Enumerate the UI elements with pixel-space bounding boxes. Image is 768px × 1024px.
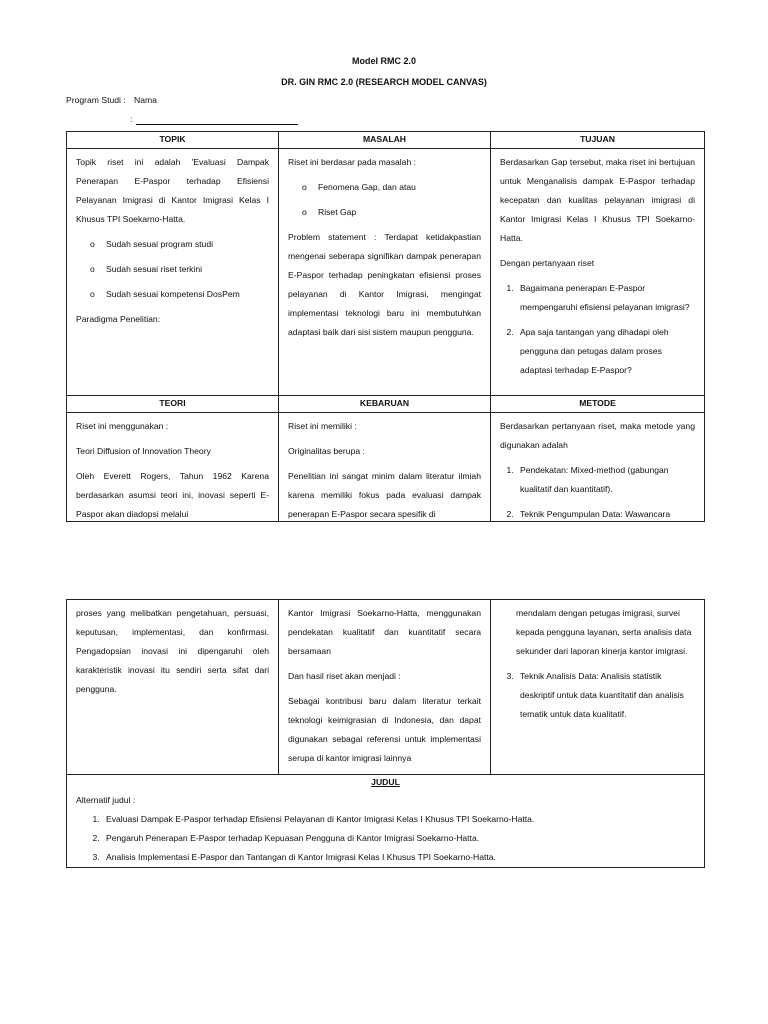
teori-line: Riset ini menggunakan : <box>76 421 169 431</box>
rmc-canvas-bottom <box>66 599 705 868</box>
metode-cont-cell <box>491 600 705 775</box>
nama-label: Nama <box>134 95 157 105</box>
kebaruan-continued: Kantor Imigrasi Soekarno-Hatta, menggunakan pendekatan kualitatif dan kuantitatif secara bersamaan <box>288 608 481 656</box>
paradigm-label: Paradigma Penelitian: <box>76 314 161 324</box>
research-question-label: Dengan pertanyaan riset <box>500 258 595 268</box>
alt-title-label: Alternatif judul : <box>76 795 136 805</box>
alt-title <box>102 810 695 829</box>
alt-title-text: Pengaruh Penerapan E-Paspor terhadap Kepuasan Pengguna di Kantor Imigrasi Soekarno-Hatta. <box>106 833 480 843</box>
alt-titles <box>76 810 695 867</box>
kebaruan-originality: Originalitas berupa : <box>288 446 365 456</box>
name-field-line <box>136 124 298 125</box>
research-question <box>516 279 695 317</box>
masalah-bullet: o Fenomena Gap, dan atau <box>304 178 481 197</box>
research-question-text: Bagaimana penerapan E-Paspor mempengaruhi efisiensi pelayanan imigrasi? <box>520 283 690 312</box>
rmc-canvas-top <box>66 131 705 522</box>
metode-items-cont <box>500 667 695 724</box>
judul-cell <box>67 775 705 868</box>
topik-header: TOPIK <box>67 132 279 149</box>
kebaruan-header: KEBARUAN <box>279 396 491 413</box>
alt-title <box>102 848 695 867</box>
metode-item-text: Pendekatan: Mixed-method (gabungan kualitatif dan kuantitatif). <box>520 465 669 494</box>
kebaruan-result-label: Dan hasil riset akan menjadi : <box>288 671 401 681</box>
research-question-text: Apa saja tantangan yang dihadapi oleh pengguna dan petugas dalam proses adaptasi terhadap E-Paspor? <box>520 327 669 375</box>
masalah-header: MASALAH <box>279 132 491 149</box>
topik-bullet: o Sudah sesuai kompetensi DosPem <box>92 285 269 304</box>
metode-intro: Berdasarkan pertanyaan riset, maka metode yang digunakan adalah <box>500 421 695 450</box>
judul-header: JUDUL <box>371 777 400 787</box>
metode-continued: mendalam dengan petugas imigrasi, survei kepada pengguna layanan, serta analisis data sekunder dari laporan kinerja kantor imigrasi. <box>516 608 692 656</box>
program-studi-label: Program Studi : <box>66 95 126 105</box>
name-colon: : <box>130 114 133 124</box>
document-subtitle: DR. GIN RMC 2.0 (RESEARCH MODEL CANVAS) <box>281 77 487 87</box>
teori-author: Oleh Everett Rogers, Tahun 1962 Karena berdasarkan asumsi teori ini, inovasi seperti E-Paspor akan diadopsi melalui <box>76 471 269 519</box>
metode-header: METODE <box>491 396 705 413</box>
topik-bullet: o Sudah sesuai riset terkini <box>92 260 269 279</box>
kebaruan-text: Penelitian ini sangat minim dalam literatur ilmiah karena memiliki fokus pada evaluasi dampak penerapan E-Paspor secara spesifik di <box>288 471 481 519</box>
metode-item <box>516 667 695 724</box>
teori-cont-cell <box>67 600 279 775</box>
metode-item-text: Teknik Pengumpulan Data: Wawancara <box>520 509 671 519</box>
masalah-cell <box>279 149 491 396</box>
problem-statement: Problem statement : Terdapat ketidakpastian mengenai seberapa signifikan dampak penerapan E-Paspor terhadap peningkatan efisiensi proses pelayanan di Kantor Imigrasi, mengingat implementasi teknologi baru ini membutuhkan adaptasi baik dari sisi sistem maupun pengguna. <box>288 232 481 337</box>
tujuan-intro: Berdasarkan Gap tersebut, maka riset ini bertujuan untuk Menganalisis dampak E-Paspor terhadap kecepatan dan kualitas pelayanan imigrasi di Kantor Imigrasi Kelas I Khusus TPI Soekarno-Hatta. <box>500 157 695 243</box>
kebaruan-cell <box>279 413 491 522</box>
topik-cell <box>67 149 279 396</box>
topik-bullets <box>76 235 269 304</box>
kebaruan-result: Sebagai kontribusi baru dalam literatur terkait teknologi keimigrasian di Indonesia, dan dapat digunakan sebagai referensi untuk implementasi serupa di kantor imigrasi lainnya <box>288 696 481 763</box>
tujuan-cell <box>491 149 705 396</box>
kebaruan-cont-cell <box>279 600 491 775</box>
teori-header: TEORI <box>67 396 279 413</box>
alt-title-text: Analisis Implementasi E-Paspor dan Tantangan di Kantor Imigrasi Kelas I Khusus TPI Soekarno-Hatta. <box>106 852 496 862</box>
tujuan-header: TUJUAN <box>491 132 705 149</box>
research-questions <box>500 279 695 380</box>
kebaruan-line: Riset ini memiliki : <box>288 421 357 431</box>
metode-item <box>516 505 695 521</box>
topik-intro: Topik riset ini adalah 'Evaluasi Dampak Penerapan E-Paspor terhadap Efisiensi Pelayanan Imigrasi di Kantor Imigrasi Kelas I Khusus TPI Soekarno-Hatta. <box>76 157 269 224</box>
metode-cell <box>491 413 705 522</box>
document-title: Model RMC 2.0 <box>351 56 416 66</box>
metode-item <box>516 461 695 499</box>
teori-continued: proses yang melibatkan pengetahuan, persuasi, keputusan, implementasi, dan konfirmasi. Pengadopsian inovasi ini dipengaruhi oleh karakteristik inovasi itu sendiri serta sifat dari pengguna. <box>76 608 269 694</box>
masalah-bullet: o Riset Gap <box>304 203 481 222</box>
metode-items <box>500 461 695 521</box>
topik-bullet: o Sudah sesuai program studi <box>92 235 269 254</box>
teori-cell <box>67 413 279 522</box>
metode-item-text: Teknik Analisis Data: Analisis statistik deskriptif untuk data kuantitatif dan analisis tematik untuk data kualitatif. <box>520 671 684 719</box>
alt-title-text: Evaluasi Dampak E-Paspor terhadap Efisiensi Pelayanan di Kantor Imigrasi Kelas I Khusus TPI Soekarno-Hatta. <box>106 814 535 824</box>
alt-title <box>102 829 695 848</box>
masalah-intro: Riset ini berdasar pada masalah : <box>288 157 417 167</box>
research-question <box>516 323 695 380</box>
masalah-bullets <box>288 178 481 222</box>
teori-name: Teori Diffusion of Innovation Theory <box>76 446 211 456</box>
